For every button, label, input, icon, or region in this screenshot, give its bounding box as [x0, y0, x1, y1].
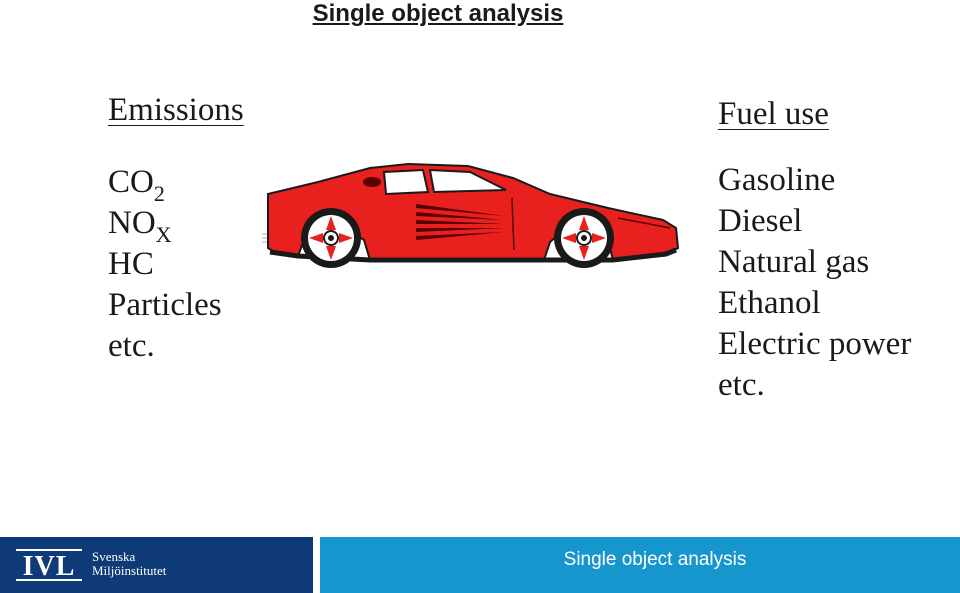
emission-item: HC [108, 246, 154, 282]
logo-text: IVL [22, 551, 76, 582]
fuel-item: Diesel [718, 203, 803, 239]
footer-logo-band [0, 537, 313, 593]
fuel-item: Gasoline [718, 162, 836, 198]
emission-item: Particles [108, 287, 222, 323]
fuel-item: Natural gas [718, 244, 870, 280]
fuel-item: etc. [718, 367, 765, 403]
slide-title: Single object analysis [312, 0, 564, 27]
footer-caption-band [320, 537, 960, 593]
emission-item: $NO_X$ [108, 205, 172, 247]
fuel-item: Electric power [718, 326, 912, 362]
emission-item: etc. [108, 328, 155, 364]
org-name-line2: Miljöinstitutet [92, 563, 167, 578]
footer-caption: Single object analysis [563, 549, 747, 570]
red-sports-car-illustration [258, 158, 682, 276]
emission-item: $CO_2$ [108, 164, 165, 206]
emissions-heading: Emissions [108, 92, 244, 128]
fuel-item: Ethanol [718, 285, 821, 321]
fuel-use-list [718, 160, 911, 406]
emissions-list [108, 162, 222, 367]
fuel-use-heading: Fuel use [718, 96, 829, 132]
ivl-logo [14, 546, 84, 584]
org-name-line1: Svenska [92, 549, 136, 564]
